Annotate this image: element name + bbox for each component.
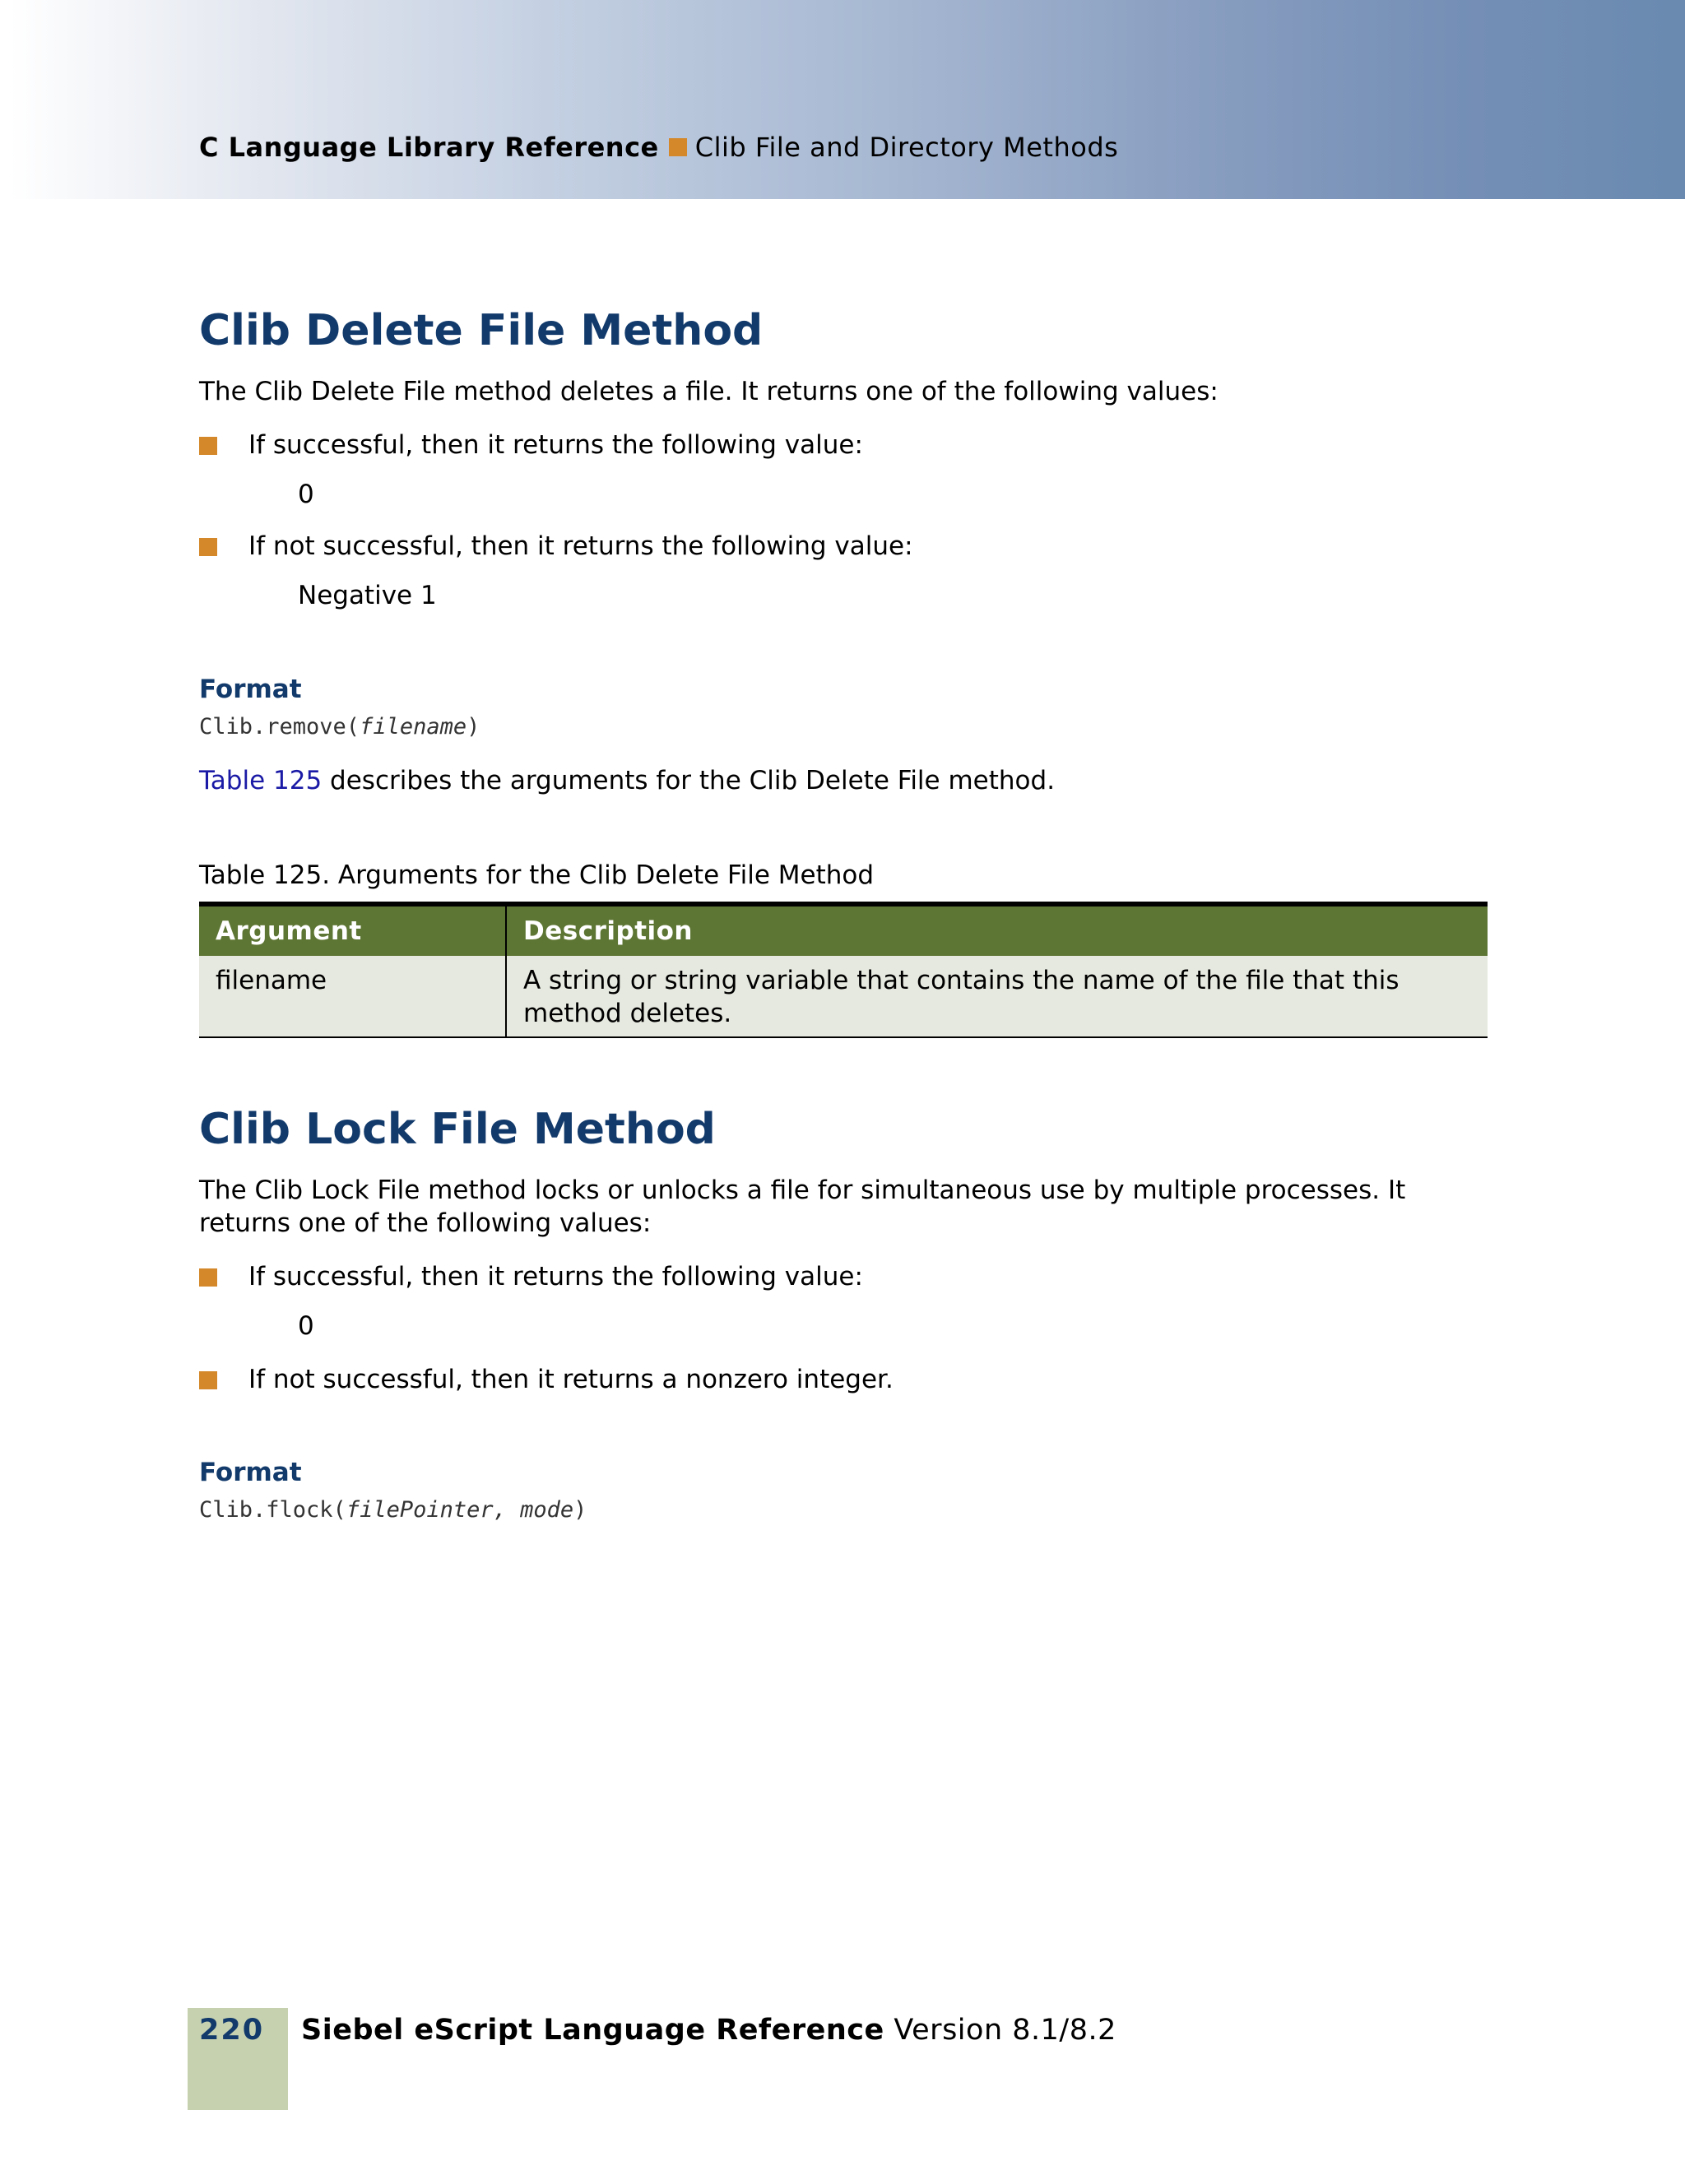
bullet-text: If not successful, then it returns the following value:	[248, 531, 913, 561]
delete-format-heading: Format	[199, 675, 302, 704]
table-reference-text	[199, 764, 1488, 797]
bullet-text: If successful, then it returns the following value:	[248, 430, 863, 460]
arguments-table	[199, 902, 1488, 1038]
code-param: filePointer, mode	[346, 1497, 574, 1523]
header-separator-square-icon	[669, 138, 687, 156]
delete-success-value: 0	[298, 480, 314, 509]
bullet-text: If successful, then it returns the following value:	[248, 1262, 863, 1291]
table-cell-description: A string or string variable that contains the name of the file that this method deletes.	[506, 956, 1488, 1037]
header-section-title: Clib File and Directory Methods	[694, 132, 1119, 163]
code-param: filename	[360, 714, 467, 740]
bullet-square-icon	[199, 437, 217, 455]
code-suffix: )	[573, 1497, 587, 1523]
footer-version: Version 8.1/8.2	[884, 2014, 1116, 2047]
delete-heading-block	[199, 306, 1488, 355]
table-row	[199, 956, 1488, 1037]
table-125-link[interactable]: Table 125	[199, 766, 323, 795]
table-header-row	[199, 904, 1488, 956]
header-chapter-title: C Language Library Reference	[199, 132, 659, 163]
lock-format-heading: Format	[199, 1458, 302, 1487]
table-reference-block	[199, 764, 1488, 797]
code-prefix: Clib.flock(	[199, 1497, 346, 1523]
delete-intro-text: The Clib Delete File method deletes a file. It returns one of the following values:	[199, 377, 1218, 406]
lock-success-value: 0	[298, 1311, 314, 1341]
header-band	[10, 0, 1685, 199]
delete-intro-block	[199, 375, 1488, 408]
footer-book-title: Siebel eScript Language Reference	[301, 2014, 884, 2047]
table-reference-rest: describes the arguments for the Clib Delete File method.	[322, 766, 1056, 795]
bullet-square-icon	[199, 1268, 217, 1287]
lock-intro-text: The Clib Lock File method locks or unlocks a file for simultaneous use by multiple processes. It returns one of the following values:	[199, 1175, 1406, 1238]
running-header	[199, 132, 1118, 163]
delete-format-code	[199, 714, 480, 740]
code-prefix: Clib.remove(	[199, 714, 360, 740]
delete-method-heading: Clib Delete File Method	[199, 306, 764, 355]
lock-format-code	[199, 1497, 587, 1523]
bullet-square-icon	[199, 1371, 217, 1389]
lock-method-heading: Clib Lock File Method	[199, 1105, 716, 1154]
footer-book-info	[301, 2014, 1116, 2047]
footer-page-number: 220	[199, 2014, 265, 2047]
bullet-square-icon	[199, 538, 217, 556]
code-suffix: )	[467, 714, 480, 740]
table-header-argument: Argument	[199, 904, 506, 956]
table-caption: Table 125. Arguments for the Clib Delete File Method	[199, 860, 875, 890]
bullet-text: If not successful, then it returns a nonzero integer.	[248, 1365, 894, 1394]
delete-failure-value: Negative 1	[298, 581, 437, 610]
lock-intro-block	[199, 1174, 1488, 1240]
table-header-description: Description	[506, 904, 1488, 956]
lock-heading-block	[199, 1105, 1488, 1154]
table-cell-argument: filename	[199, 956, 506, 1037]
